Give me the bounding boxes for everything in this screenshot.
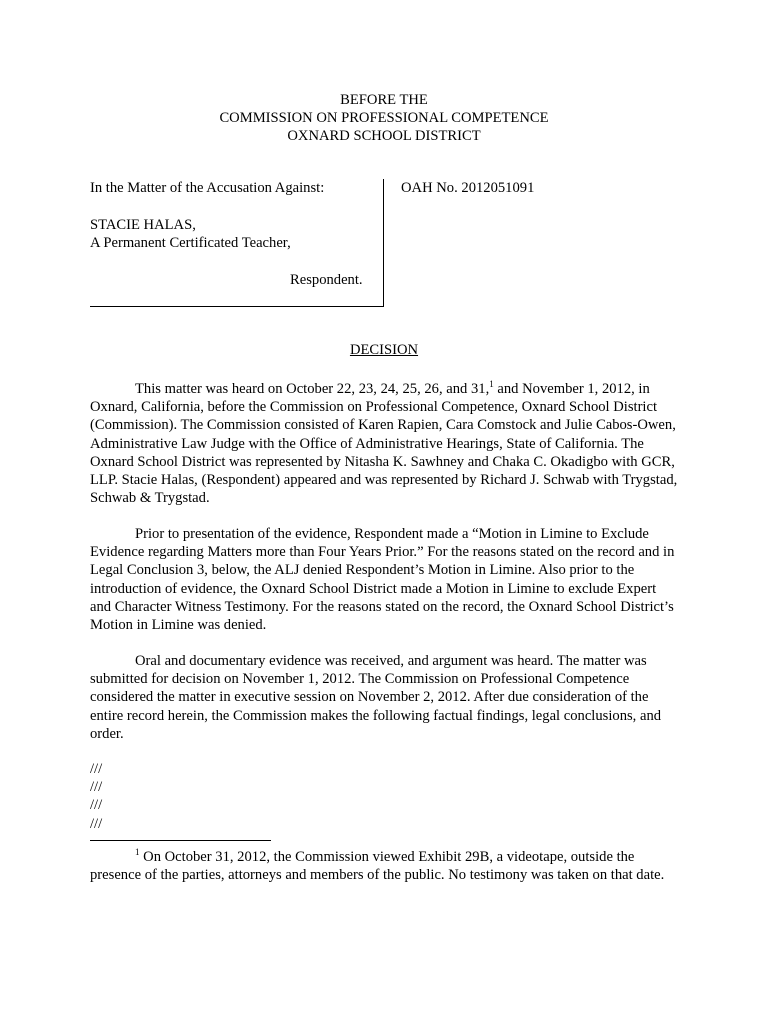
document-header (0, 91, 768, 146)
case-caption (90, 179, 384, 307)
continuation-mark: /// (90, 779, 103, 796)
respondent-role: Respondent. (290, 272, 363, 288)
matter-title: In the Matter of the Accusation Against: (90, 180, 325, 196)
caption-vertical-rule (383, 179, 384, 306)
paragraph-1 (90, 380, 678, 507)
footnote-text: On October 31, 2012, the Commission viewed Exhibit 29B, a videotape, outside the presence of the parties, attorneys and members of the public. No testimony was taken on that date. (90, 849, 665, 884)
paragraph-3 (90, 652, 678, 743)
paragraph-2-text: Prior to presentation of the evidence, Respondent made a “Motion in Limine to Exclude Evidence regarding Matters more than Four Years Prior.” For the reasons stated on the record and in Legal Conclusion 3, below, the ALJ denied Respondent’s Motion in Limine. Also prior to the introduction of evidence, the Oxnard School District made a Motion in Limine to exclude Expert and Character Witness Testimony. For the reasons stated on the record, the Oxnard School District’s Motion in Limine was denied. (90, 526, 675, 634)
paragraph-2 (90, 525, 678, 634)
case-number: OAH No. 2012051091 (401, 180, 535, 196)
paragraph-3-text: Oral and documentary evidence was received, and argument was heard. The matter was submitted for decision on November 1, 2012. The Commission on Professional Competence considered the matter in executive session on November 2, 2012. After due consideration of the entire record herein, the Commission makes the following factual findings, legal conclusions, and order. (90, 653, 662, 742)
respondent-name: STACIE HALAS, (90, 217, 196, 233)
continuation-marks (90, 760, 102, 833)
decision-title: DECISION (349, 342, 419, 358)
respondent-description: A Permanent Certificated Teacher, (90, 235, 291, 251)
continuation-mark: /// (90, 761, 103, 777)
caption-horizontal-rule (90, 306, 384, 307)
footnote-separator (90, 840, 271, 841)
paragraph-1-start: This matter was heard on October 22, 23, 24, 25, 26, and 31, (135, 381, 490, 397)
footnote-marker: 1 (135, 847, 140, 858)
header-line-1: BEFORE THE (340, 92, 428, 108)
continuation-mark: /// (90, 815, 103, 832)
header-line-3: OXNARD SCHOOL DISTRICT (287, 128, 481, 145)
footnote-reference: 1 (489, 379, 494, 390)
footnote (90, 848, 680, 884)
continuation-mark: /// (90, 797, 103, 814)
paragraph-1-rest: and November 1, 2012, in Oxnard, California, before the Commission on Professional Competence, Oxnard School District (Commission). The Commission consisted of Karen Rapien, Cara Comstock and Julie Cabos-Owen, Administrative Law Judge with the Office of Administrative Hearings, State of California. The Oxnard School District was represented by Nitasha K. Sawhney and Chaka C. Okadigbo with GCR, LLP. Stacie Halas, (Respondent) appeared and was represented by Richard J. Schwab with Trygstad, Schwab & Trygstad. (90, 381, 678, 507)
header-line-2: COMMISSION ON PROFESSIONAL COMPETENCE (219, 110, 549, 127)
